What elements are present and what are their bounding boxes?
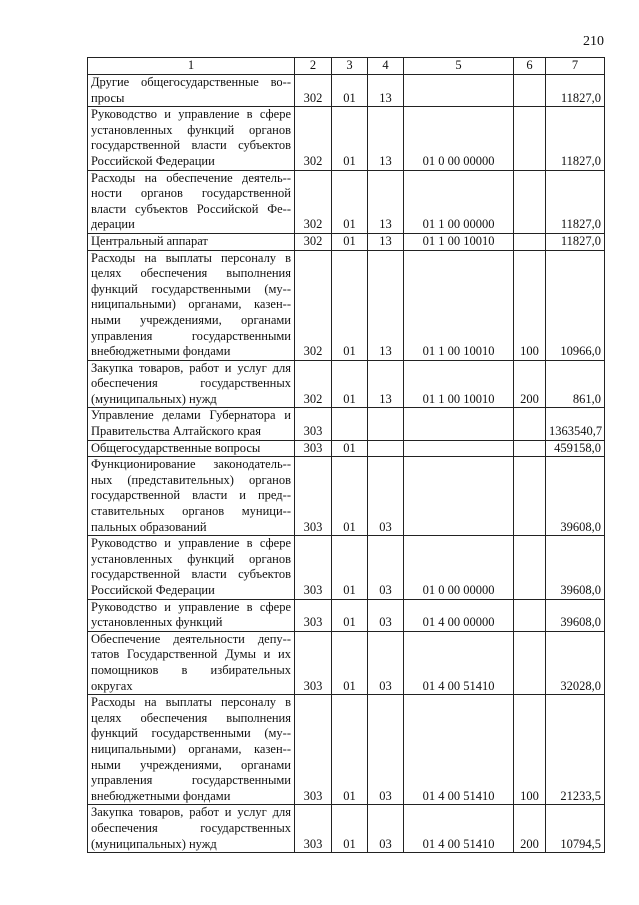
amount-cell: 11827,0 — [546, 75, 605, 107]
subsection-code-cell: 03 — [368, 695, 404, 805]
column-header-5: 5 — [404, 58, 514, 75]
subsection-code-cell — [368, 408, 404, 440]
expense-name-cell: Закупка товаров, работ и услуг для обеспечения государственных (муниципальных) нужд — [88, 805, 295, 853]
expense-type-cell — [514, 170, 546, 233]
target-article-cell — [404, 440, 514, 457]
column-header-4: 4 — [368, 58, 404, 75]
target-article-cell — [404, 75, 514, 107]
table-row — [88, 599, 605, 631]
table-row — [88, 631, 605, 694]
expense-type-cell — [514, 75, 546, 107]
amount-cell: 1363540,7 — [546, 408, 605, 440]
ministry-code-cell: 302 — [295, 75, 332, 107]
expense-name-cell: Расходы на выплаты персоналу в целях обеспечения выполнения функций государственными (му-ниципальными) органами, казен-ными учреждениями, органами управления государственными внебюджетными фондами — [88, 695, 295, 805]
ministry-code-cell: 302 — [295, 170, 332, 233]
table-row — [88, 695, 605, 805]
expense-name-cell: Расходы на выплаты персоналу в целях обеспечения выполнения функций государственными (му-ниципальными) органами, казен-ными учреждениями, органами управления государственными внебюджетными фондами — [88, 250, 295, 360]
ministry-code-cell: 303 — [295, 536, 332, 599]
table-row — [88, 440, 605, 457]
amount-cell: 11827,0 — [546, 170, 605, 233]
expense-type-cell — [514, 233, 546, 250]
expense-type-cell: 100 — [514, 695, 546, 805]
expense-name-cell: Управление делами Губернатора и Правительства Алтайского края — [88, 408, 295, 440]
expense-name-cell: Обеспечение деятельности депу-татов Государственной Думы и их помощников в избирательных округах — [88, 631, 295, 694]
table-header-row — [88, 58, 605, 75]
section-code-cell: 01 — [332, 75, 368, 107]
table-row — [88, 107, 605, 170]
amount-cell: 10966,0 — [546, 250, 605, 360]
target-article-cell — [404, 457, 514, 536]
expense-name-cell: Закупка товаров, работ и услуг для обеспечения государственных (муниципальных) нужд — [88, 360, 295, 408]
ministry-code-cell: 302 — [295, 250, 332, 360]
expense-type-cell — [514, 536, 546, 599]
expense-type-cell: 100 — [514, 250, 546, 360]
amount-cell: 21233,5 — [546, 695, 605, 805]
target-article-cell: 01 4 00 00000 — [404, 599, 514, 631]
target-article-cell: 01 4 00 51410 — [404, 695, 514, 805]
expense-type-cell: 200 — [514, 805, 546, 853]
section-code-cell: 01 — [332, 599, 368, 631]
budget-table — [87, 57, 605, 853]
expense-type-cell — [514, 599, 546, 631]
section-code-cell: 01 — [332, 805, 368, 853]
expense-type-cell — [514, 631, 546, 694]
ministry-code-cell: 302 — [295, 233, 332, 250]
table-row — [88, 75, 605, 107]
amount-cell: 39608,0 — [546, 457, 605, 536]
subsection-code-cell: 13 — [368, 107, 404, 170]
expense-name-cell: Руководство и управление в сфере установленных функций органов государственной власти субъектов Российской Федерации — [88, 107, 295, 170]
target-article-cell: 01 4 00 51410 — [404, 631, 514, 694]
expense-name-cell: Общегосударственные вопросы — [88, 440, 295, 457]
expense-name-cell: Центральный аппарат — [88, 233, 295, 250]
section-code-cell: 01 — [332, 107, 368, 170]
amount-cell: 861,0 — [546, 360, 605, 408]
table-row — [88, 457, 605, 536]
ministry-code-cell: 302 — [295, 360, 332, 408]
table-row — [88, 233, 605, 250]
table-body — [88, 75, 605, 853]
target-article-cell: 01 1 00 10010 — [404, 360, 514, 408]
ministry-code-cell: 303 — [295, 440, 332, 457]
section-code-cell: 01 — [332, 457, 368, 536]
expense-name-cell: Руководство и управление в сфере установленных функций органов государственной власти субъектов Российской Федерации — [88, 536, 295, 599]
section-code-cell: 01 — [332, 536, 368, 599]
subsection-code-cell: 13 — [368, 250, 404, 360]
subsection-code-cell: 13 — [368, 360, 404, 408]
section-code-cell: 01 — [332, 250, 368, 360]
table-row — [88, 250, 605, 360]
expense-name-cell: Расходы на обеспечение деятель-ности органов государственной власти субъектов Российской Фе-дерации — [88, 170, 295, 233]
ministry-code-cell: 303 — [295, 457, 332, 536]
expense-type-cell — [514, 107, 546, 170]
section-code-cell: 01 — [332, 631, 368, 694]
section-code-cell: 01 — [332, 440, 368, 457]
amount-cell: 11827,0 — [546, 233, 605, 250]
amount-cell: 39608,0 — [546, 536, 605, 599]
page-number: 210 — [583, 34, 604, 49]
ministry-code-cell: 303 — [295, 408, 332, 440]
expense-name-cell: Другие общегосударственные во-просы — [88, 75, 295, 107]
amount-cell: 39608,0 — [546, 599, 605, 631]
section-code-cell: 01 — [332, 360, 368, 408]
table-row — [88, 805, 605, 853]
ministry-code-cell: 303 — [295, 599, 332, 631]
table-row — [88, 408, 605, 440]
subsection-code-cell: 13 — [368, 75, 404, 107]
ministry-code-cell: 303 — [295, 805, 332, 853]
subsection-code-cell: 13 — [368, 170, 404, 233]
target-article-cell: 01 4 00 51410 — [404, 805, 514, 853]
expense-type-cell — [514, 457, 546, 536]
expense-name-cell: Руководство и управление в сфере установленных функций — [88, 599, 295, 631]
target-article-cell — [404, 408, 514, 440]
target-article-cell: 01 1 00 10010 — [404, 233, 514, 250]
subsection-code-cell — [368, 440, 404, 457]
target-article-cell: 01 0 00 00000 — [404, 107, 514, 170]
column-header-1: 1 — [88, 58, 295, 75]
subsection-code-cell: 03 — [368, 457, 404, 536]
subsection-code-cell: 13 — [368, 233, 404, 250]
expense-name-cell: Функционирование законодатель-ных (представительных) органов государственной власти и пред-ставительных органов муници-пальных образований — [88, 457, 295, 536]
amount-cell: 32028,0 — [546, 631, 605, 694]
expense-type-cell: 200 — [514, 360, 546, 408]
ministry-code-cell: 303 — [295, 631, 332, 694]
expense-type-cell — [514, 440, 546, 457]
table-row — [88, 360, 605, 408]
subsection-code-cell: 03 — [368, 631, 404, 694]
column-header-3: 3 — [332, 58, 368, 75]
amount-cell: 11827,0 — [546, 107, 605, 170]
subsection-code-cell: 03 — [368, 599, 404, 631]
ministry-code-cell: 302 — [295, 107, 332, 170]
amount-cell: 10794,5 — [546, 805, 605, 853]
ministry-code-cell: 303 — [295, 695, 332, 805]
table-row — [88, 170, 605, 233]
section-code-cell: 01 — [332, 695, 368, 805]
subsection-code-cell: 03 — [368, 536, 404, 599]
column-header-2: 2 — [295, 58, 332, 75]
table-row — [88, 536, 605, 599]
section-code-cell — [332, 408, 368, 440]
amount-cell: 459158,0 — [546, 440, 605, 457]
expense-type-cell — [514, 408, 546, 440]
subsection-code-cell: 03 — [368, 805, 404, 853]
column-header-7: 7 — [546, 58, 605, 75]
target-article-cell: 01 1 00 10010 — [404, 250, 514, 360]
target-article-cell: 01 1 00 00000 — [404, 170, 514, 233]
target-article-cell: 01 0 00 00000 — [404, 536, 514, 599]
section-code-cell: 01 — [332, 233, 368, 250]
section-code-cell: 01 — [332, 170, 368, 233]
column-header-6: 6 — [514, 58, 546, 75]
